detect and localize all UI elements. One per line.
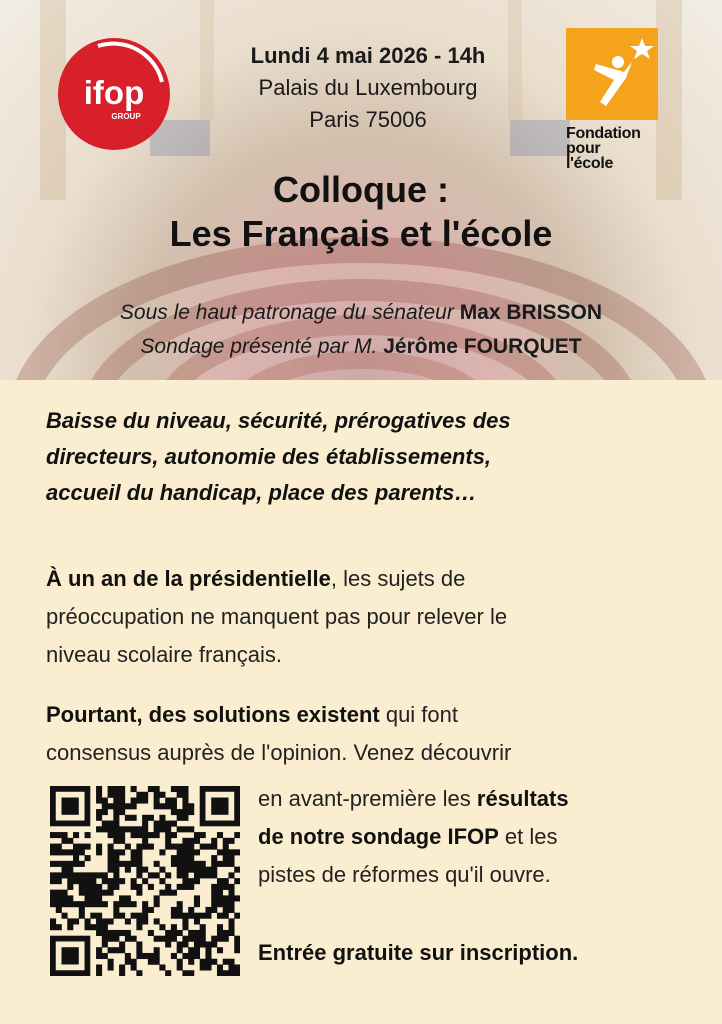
solutions-line <box>46 696 696 734</box>
star-figure-icon <box>566 28 658 120</box>
intro-line: préoccupation ne manquent pas pour relever le <box>46 604 508 629</box>
presenter-prefix: Sondage présenté par M. <box>140 335 384 358</box>
free-entry-cta: Entrée gratuite sur inscription. <box>258 940 579 965</box>
survey-text: en avant-première les <box>258 786 477 811</box>
solutions-paragraph <box>46 696 696 772</box>
page-title <box>0 168 722 256</box>
registration-qr-code[interactable] <box>50 786 240 976</box>
patronage-line <box>0 296 722 330</box>
intro-bold: À un an de la présidentielle <box>46 566 331 591</box>
title-line-2: Les Français et l'école <box>169 213 553 254</box>
hero-banner <box>0 0 722 380</box>
senator-name: Max BRISSON <box>459 301 603 324</box>
intro-paragraph <box>46 560 686 674</box>
topics-line: accueil du handicap, place des parents… <box>46 480 477 505</box>
topics-line: Baisse du niveau, sécurité, prérogatives des <box>46 408 511 433</box>
fondation-logo-wordmark <box>566 126 662 171</box>
title-line-1: Colloque : <box>273 169 449 210</box>
event-date: Lundi 4 mai 2026 - 14h <box>250 43 486 68</box>
survey-text: et les <box>498 824 558 849</box>
survey-line <box>258 818 698 856</box>
fondation-pour-l-ecole-logo <box>566 28 662 171</box>
event-city: Paris 75006 <box>309 107 427 132</box>
event-details <box>200 40 536 136</box>
fondation-logo-line: Fondation <box>566 125 641 142</box>
event-venue: Palais du Luxembourg <box>258 75 478 100</box>
topics-list <box>46 403 686 511</box>
survey-bold: de notre sondage IFOP <box>258 824 499 849</box>
intro-text: , les sujets de <box>330 566 466 591</box>
patronage-block <box>0 296 722 364</box>
topics-line: directeurs, autonomie des établissements, <box>46 444 492 469</box>
solutions-bold: Pourtant, des solutions existent <box>46 702 380 727</box>
solutions-text: qui font <box>379 702 458 727</box>
presenter-line <box>0 330 722 364</box>
patronage-prefix: Sous le haut patronage du sénateur <box>119 301 460 324</box>
fondation-star-badge <box>566 28 658 120</box>
intro-line <box>46 560 686 598</box>
ifop-logo-wordmark: ifop <box>83 74 145 111</box>
survey-bold: résultats <box>476 786 569 811</box>
survey-paragraph <box>258 780 698 894</box>
fondation-logo-line: l'école <box>566 155 614 172</box>
survey-line <box>258 780 698 818</box>
presenter-name: Jérôme FOURQUET <box>383 335 582 358</box>
solutions-line: consensus auprès de l'opinion. Venez découvrir <box>46 740 512 765</box>
ifop-group-logo <box>58 38 170 150</box>
fondation-logo-line: pour <box>566 140 601 157</box>
intro-line: niveau scolaire français. <box>46 642 283 667</box>
survey-line: pistes de réformes qu'il ouvre. <box>258 862 551 887</box>
ifop-logo-group-label: GROUP <box>111 112 141 121</box>
